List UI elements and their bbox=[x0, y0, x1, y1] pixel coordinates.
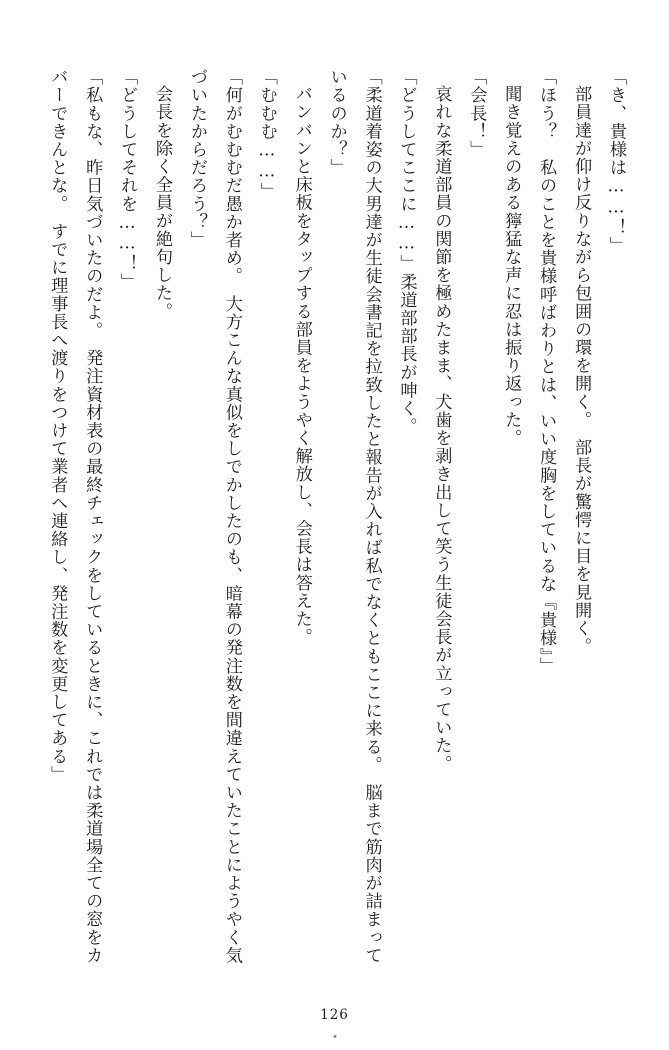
page-number: 126 bbox=[320, 1007, 349, 1023]
paragraph: 「何がむむむだ愚か者め。 大方こんな真似をしでかしたのも、暗幕の発注数を間違えていたことにようやく気づいたからだろう？」 bbox=[186, 68, 242, 965]
page-footer-dot bbox=[333, 1035, 336, 1038]
paragraph: 「会長！」 bbox=[466, 68, 487, 159]
paragraph: 「私もな、昨日気づいたのだよ。 発注資材表の最終チェックをしているときに、これでは柔道場全ての窓をカバーできんとな。 すでに理事長へ渡りをつけて業者へ連絡し、発注数を変更してある」 bbox=[47, 68, 103, 965]
paragraph: 会長を除く全員が絶句した。 bbox=[152, 85, 173, 321]
novel-text-body bbox=[36, 68, 633, 968]
paragraph: 「どうしてここに……」柔道部部長が呻く。 bbox=[396, 68, 417, 436]
paragraph: 部員達が仰け反りながら包囲の環を開く。 部長が驚愕に目を見開く。 bbox=[571, 85, 592, 656]
paragraph: 「むむむ……」 bbox=[256, 68, 277, 201]
paragraph: 「ほう？ 私のことを貴様呼ばわりとは、いい度胸をしているな『貴様』」 bbox=[536, 68, 557, 675]
paragraph: 聞き覚えのある獰猛な声に忍は振り返った。 bbox=[501, 85, 522, 447]
paragraph: 哀れな柔道部員の関節を極めたまま、犬歯を剥き出して笑う生徒会長が立っていた。 bbox=[431, 85, 452, 773]
paragraph: バンバンと床板をタップする部員をようやく解放し、会長は答えた。 bbox=[291, 85, 312, 647]
paragraph: 「柔道着姿の大男達が生徒会書記を拉致したと報告が入れば私でなくともここに来る。 脳まで筋肉が詰まっているのか？」 bbox=[326, 68, 382, 965]
paragraph: 「どうしてそれを……！」 bbox=[117, 68, 138, 291]
paragraph: 「き、貴様は……！」 bbox=[606, 68, 626, 255]
